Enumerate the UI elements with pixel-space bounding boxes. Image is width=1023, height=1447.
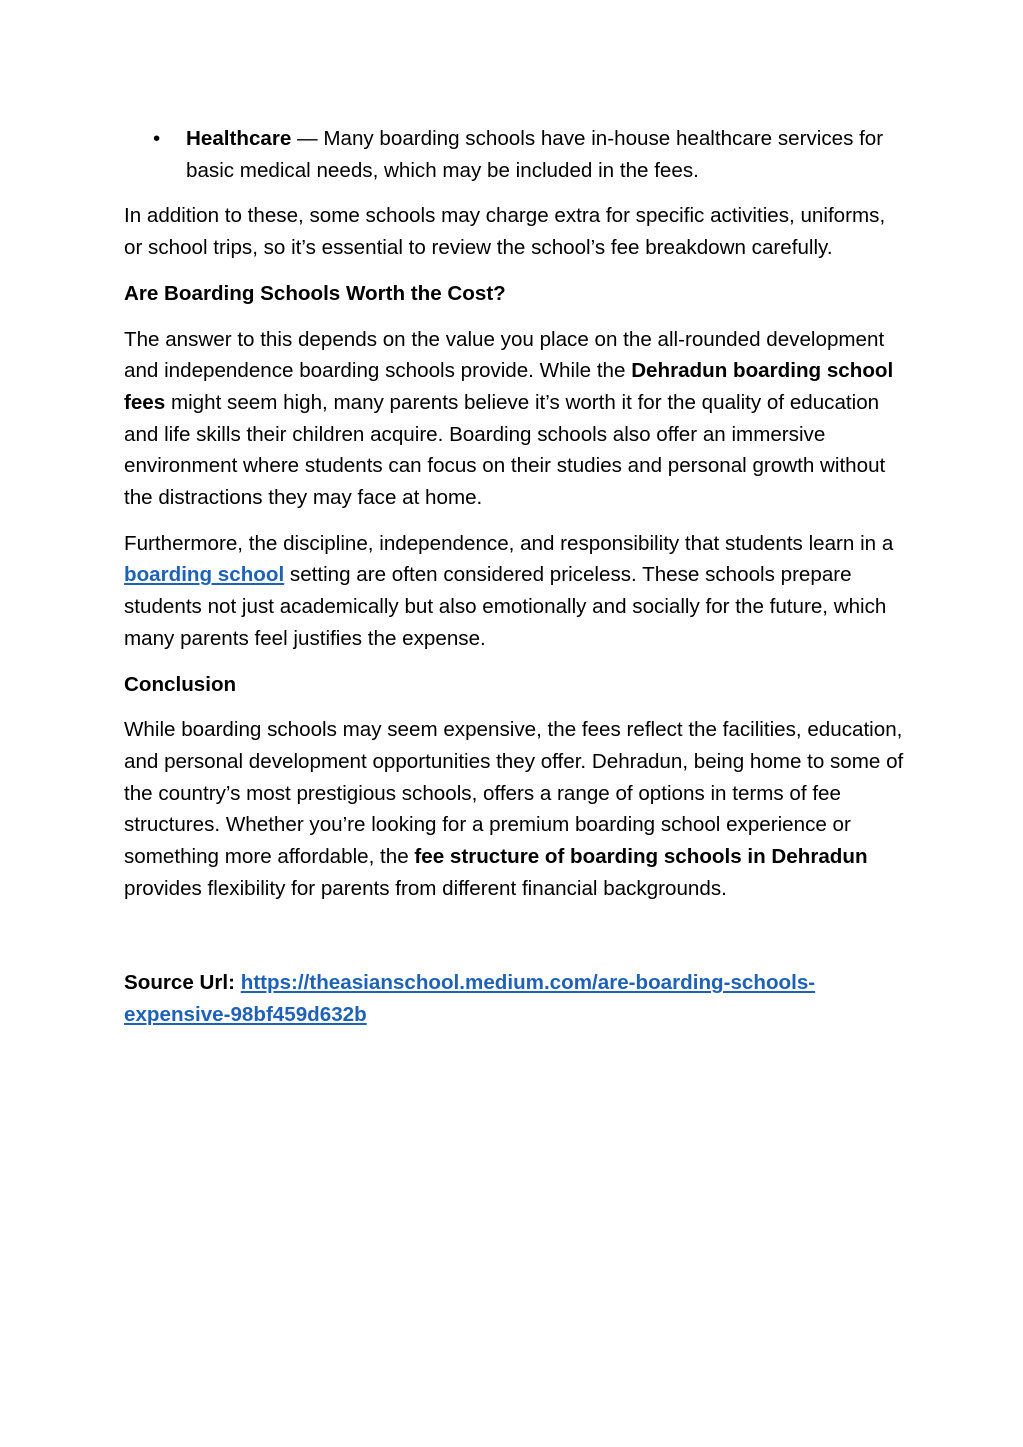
paragraph-answer-text-2: might seem high, many parents believe it’s worth it for the quality of education and life skills their children acquire. Boarding schools also offer an immersive environment where students can focus on their studies and personal growth without the distractions they may face at home. <box>124 390 886 510</box>
paragraph-conclusion <box>124 714 906 904</box>
paragraph-furthermore-text-2: setting are often considered priceless. These schools prepare students not just academically but also emotionally and socially for the future, which many parents feel justifies the expense. <box>124 563 887 650</box>
list-item-healthcare <box>124 123 906 186</box>
paragraph-answer-bold: Dehradun boarding school fees <box>124 359 894 414</box>
paragraph-answer <box>124 324 906 514</box>
bullet-term: Healthcare <box>186 127 292 150</box>
paragraph-furthermore <box>124 528 906 655</box>
paragraph-conclusion-bold: fee structure of boarding schools in Dehradun <box>414 845 868 869</box>
paragraph-furthermore-text-1: Furthermore, the discipline, independence, and responsibility that students learn in a <box>124 531 894 555</box>
section-heading-conclusion: Conclusion <box>124 672 237 696</box>
document-body <box>124 123 906 1031</box>
source-label: Source Url: <box>124 971 241 995</box>
bullet-icon: • <box>153 127 161 150</box>
bullet-text: — Many boarding schools have in-house healthcare services for basic medical needs, which may be included in the fees. <box>186 127 884 182</box>
boarding-school-link[interactable]: boarding school <box>124 563 285 587</box>
source-url-link[interactable]: https://theasianschool.medium.com/are-boarding-schools-expensive-98bf459d632b <box>124 971 816 1027</box>
paragraph-conclusion-text-1: While boarding schools may seem expensive, the fees reflect the facilities, education, and personal development opportunities they offer. Dehradun, being home to some of the country’s most prestigious schools, offers a range of options in terms of fee structures. Whether you’re looking for a premium boarding school experience or something more affordable, the <box>124 718 904 869</box>
source-url-line <box>124 967 906 1030</box>
paragraph-answer-text-1: The answer to this depends on the value you place on the all-rounded development and independence boarding schools provide. While the <box>124 327 885 383</box>
paragraph-additional-charges: In addition to these, some schools may charge extra for specific activities, uniforms, or school trips, so it’s essential to review the school’s fee breakdown carefully. <box>124 204 886 260</box>
section-heading-worth-cost: Are Boarding Schools Worth the Cost? <box>124 281 506 305</box>
paragraph-conclusion-text-2: provides flexibility for parents from different financial backgrounds. <box>124 876 727 900</box>
